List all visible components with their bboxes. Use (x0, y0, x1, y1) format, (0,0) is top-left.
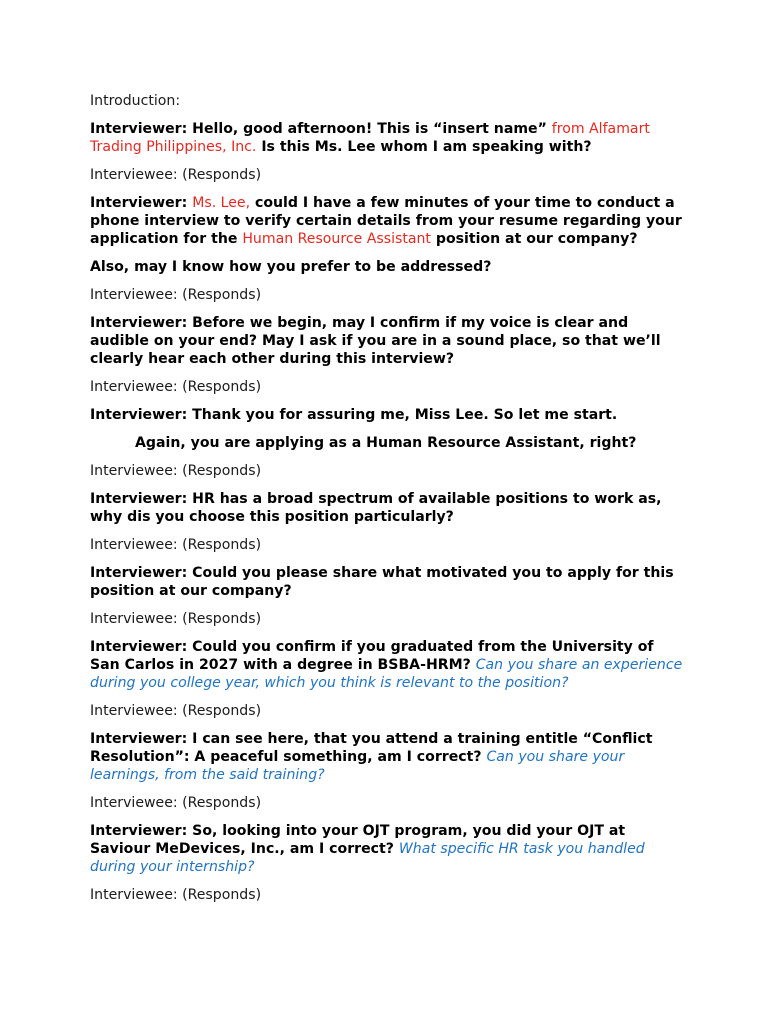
interviewer-position-confirm: Again, you are applying as a Human Resource Assistant, right? (135, 435, 637, 451)
interviewee-response: Interviewee: (Responds) (90, 379, 262, 395)
document-page (90, 92, 685, 914)
company-name: from Alfamart Trading Philippines, Inc. (90, 121, 650, 155)
interviewee-response: Interviewee: (Responds) (90, 463, 262, 479)
interviewer-why-position: Interviewer: HR has a broad spectrum of available positions to work as, why dis you choose this position particularly? (90, 491, 662, 525)
interviewee-response: Interviewee: (Responds) (90, 887, 262, 903)
intro-heading: Introduction: (90, 93, 181, 109)
education-followup: Can you share an experience during you college year, which you think is relevant to the position? (90, 657, 683, 691)
interviewee-response: Interviewee: (Responds) (90, 703, 262, 719)
education-question: Interviewer: Could you confirm if you graduated from the University of San Carlos in 2027 with a degree in BSBA-HRM? (90, 639, 654, 673)
request-text: could I have a few minutes of your time to conduct a phone interview to verify certain details from your resume regarding your application for the (90, 195, 682, 247)
ojt-followup: What specific HR task you handled during your internship? (90, 841, 645, 875)
address-preference-question: Also, may I know how you prefer to be addressed? (90, 259, 492, 275)
interviewee-response: Interviewee: (Responds) (90, 167, 262, 183)
interviewer-request-time (90, 194, 685, 248)
interviewer-greeting (90, 120, 685, 156)
interviewer-motivation: Interviewer: Could you please share what motivated you to apply for this position at our company? (90, 565, 674, 599)
interviewee-response: Interviewee: (Responds) (90, 287, 262, 303)
speaker-label: Interviewer: (90, 195, 193, 211)
interviewee-response: Interviewee: (Responds) (90, 537, 262, 553)
interviewer-training (90, 730, 685, 784)
request-text-end: position at our company? (430, 231, 638, 247)
position-name: Human Resource Assistant (242, 231, 431, 247)
interviewer-audio-check: Interviewer: Before we begin, may I confirm if my voice is clear and audible on your end? May I ask if you are in a sound place, so that we’ll clearly hear each other during this interview? (90, 315, 661, 367)
interviewee-response: Interviewee: (Responds) (90, 795, 262, 811)
interviewer-education (90, 638, 685, 692)
greeting-question: Is this Ms. Lee whom I am speaking with? (256, 139, 592, 155)
interviewer-thanks: Interviewer: Thank you for assuring me, Miss Lee. So let me start. (90, 407, 618, 423)
interviewee-response: Interviewee: (Responds) (90, 611, 262, 627)
ojt-question: Interviewer: So, looking into your OJT program, you did your OJT at Saviour MeDevices, Inc., am I correct? (90, 823, 626, 857)
training-question: Interviewer: I can see here, that you attend a training entitle “Conflict Resolution”: A peaceful something, am I correct? (90, 731, 653, 765)
greeting-text: Interviewer: Hello, good afternoon! This is “insert name” (90, 121, 552, 137)
interviewer-ojt (90, 822, 685, 876)
training-followup: Can you share your learnings, from the said training? (90, 749, 625, 783)
candidate-name: Ms. Lee, (192, 195, 251, 211)
